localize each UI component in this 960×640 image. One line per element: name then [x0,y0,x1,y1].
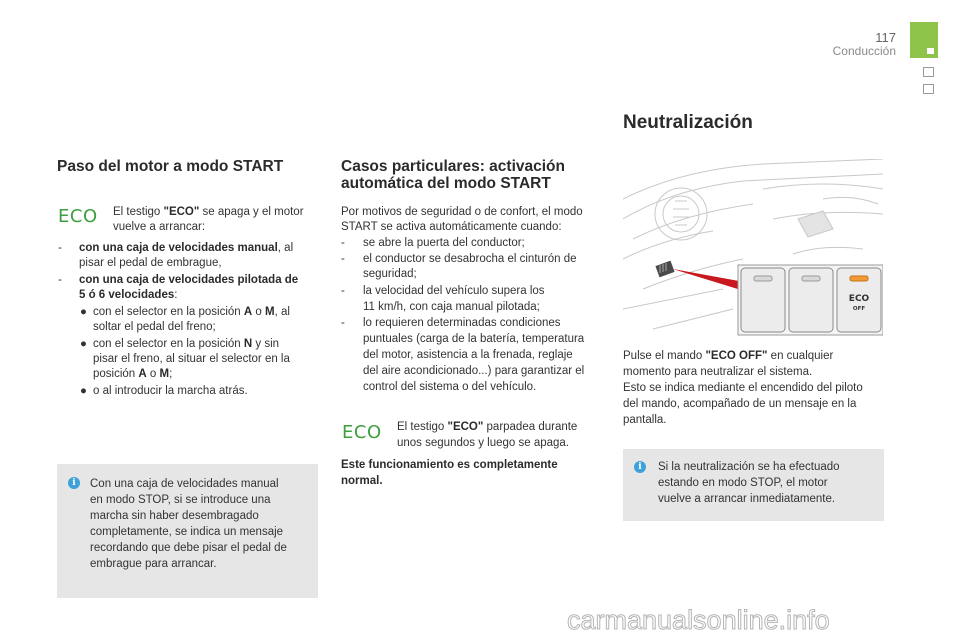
middle-closing-line1: Este funcionamiento es completamente [341,459,558,471]
chapter-tab-empty-1 [923,67,934,77]
dash: - [341,317,345,329]
chapter-tab [910,22,938,58]
middle-item-line: puntuales (carga de la batería, temperatura [363,333,585,345]
note-line: vuelve a arrancar inmediatamente. [658,493,836,505]
note-line: recordando que debe pisar el pedal de [90,542,287,554]
dash: - [341,237,345,249]
right-para-line1: Pulse el mando "ECO OFF" en cualquier [623,350,834,362]
bullet-icon: ● [80,385,87,397]
middle-item-line: el conductor se desabrocha el cinturón de [363,253,577,265]
eco-off-button-label-bottom: OFF [852,306,866,312]
chapter-tab-empty-2 [923,84,934,94]
bullet2-line2: pisar el freno, al situar el selector en la [93,353,290,365]
note-line: estando en modo STOP, el motor [658,477,828,489]
bullet3-line: o al introducir la marcha atrás. [93,385,248,397]
left-eco-text-line1: El testigo "ECO" se apaga y el motor [113,206,304,218]
middle-closing-line2: normal. [341,475,383,487]
note-line: en modo STOP, si se introduce una [90,494,271,506]
bullet2-line1: con el selector en la posición N y sin [93,338,280,350]
right-para-line: pantalla. [623,414,667,426]
info-icon: i [634,461,646,473]
watermark [565,606,945,636]
note-line: completamente, se indica un mensaje [90,526,284,538]
note-line: Si la neutralización se ha efectuado [658,461,840,473]
info-icon: i [68,477,80,489]
bullet-icon: ● [80,338,87,350]
right-note-box [623,449,884,521]
chapter-tab-marker [927,48,934,54]
left-note-box [57,464,318,598]
middle-item-line: seguridad; [363,268,417,280]
middle-item-line: control del sistema o del vehículo. [363,381,537,393]
middle-item-line: del aire acondicionado...) para garantizar el [363,365,585,377]
middle-intro-line1: Por motivos de seguridad o de confort, el modo [341,206,583,218]
bullet1-line1: con el selector en la posición A o M, al [93,306,290,318]
eco-indicator-icon: ECO [58,206,98,227]
dashboard-illustration [623,159,883,339]
middle-heading-line1: Casos particulares: activación [341,158,565,175]
left-eco-text-line2: vuelve a arrancar: [113,221,206,233]
piloted-line1: con una caja de velocidades pilotada de [79,274,299,286]
middle-item-line: se abre la puerta del conductor; [363,237,525,249]
manual-line2: pisar el pedal de embrague, [79,257,222,269]
list-item [58,241,62,256]
left-heading: Paso del motor a modo START [57,158,284,175]
list-item: - [58,274,62,286]
bullet-icon: ● [80,306,87,318]
middle-item-line: 11 km/h, con caja manual pilotada; [363,301,540,313]
section-title: Conducción [832,44,896,58]
manual-line1: con una caja de velocidades manual, al [79,242,294,254]
piloted-line2: 5 ó 6 velocidades: [79,289,178,301]
middle-eco-text-line1: El testigo "ECO" parpadea durante [397,421,578,433]
bullet2-line3: posición A o M; [93,368,173,380]
dashboard-drawing [623,159,883,339]
note-line: embrague para arrancar. [90,558,217,570]
page-number: 117 [875,30,896,45]
eco-indicator-icon: ECO [342,422,382,443]
middle-item-line: la velocidad del vehículo supera los [363,285,545,297]
middle-eco-text-line2: unos segundos y luego se apaga. [397,437,569,449]
middle-heading-line2: automática del modo START [341,175,551,192]
middle-intro-line2: START se activa automáticamente cuando: [341,221,562,233]
right-para-line: Esto se indica mediante el encendido del piloto [623,382,863,394]
dash: - [341,253,345,265]
note-line: Con una caja de velocidades manual [90,478,279,490]
watermark-text: carmanualsonline.info [567,606,830,635]
dash: - [341,285,345,297]
middle-item-line: lo requieren determinadas condiciones [363,317,561,329]
bullet1-line2: soltar el pedal del freno; [93,321,216,333]
right-para-line: del mando, acompañado de un mensaje en la [623,398,857,410]
dash: - [58,242,62,254]
note-line: marcha sin haber desembragado [90,510,259,522]
right-para-line: momento para neutralizar el sistema. [623,366,813,378]
eco-off-button-label-top: ECO [848,294,870,304]
middle-item-line: del motor, asistencia a la frenada, reglaje [363,349,573,361]
right-heading: Neutralización [623,112,753,133]
